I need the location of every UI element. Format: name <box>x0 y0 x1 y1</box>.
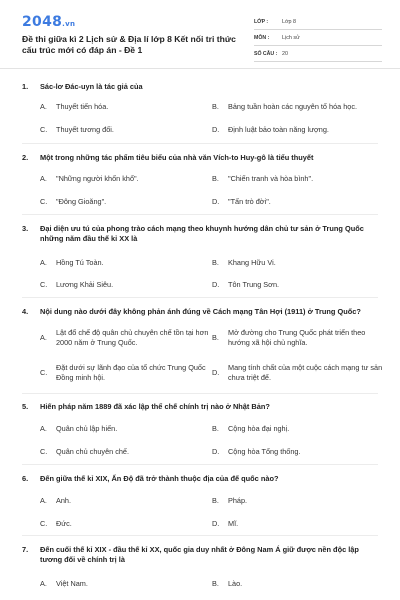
option-text: "Tấn trò đời". <box>228 197 271 206</box>
question-text: Đại diện ưu tú của phong trào cách mạng theo khuynh hướng dân chủ tư sản ở Trung Quốc những năm đầu thế kỉ XX là <box>40 224 364 243</box>
option-text: Lào. <box>228 579 243 588</box>
question-number: 2. <box>22 153 29 162</box>
option-label: C. <box>40 125 48 134</box>
question-header <box>22 82 378 92</box>
question-6 <box>22 474 378 528</box>
option-label: B. <box>212 258 219 267</box>
option-a[interactable] <box>40 328 214 348</box>
meta-question-count <box>254 46 382 62</box>
question-divider <box>22 143 378 144</box>
option-b[interactable] <box>212 258 378 268</box>
option-d[interactable] <box>212 447 378 457</box>
meta-value: 20 <box>282 50 288 57</box>
option-label: D. <box>212 368 220 377</box>
option-label: A. <box>40 102 47 111</box>
question-text: Sác-lơ Đác-uyn là tác giả của <box>40 82 143 91</box>
question-divider <box>22 214 378 215</box>
meta-value: Lịch sử <box>282 34 300 41</box>
option-c[interactable] <box>40 125 206 135</box>
option-label: C. <box>40 519 48 528</box>
question-5 <box>22 402 378 456</box>
option-b[interactable] <box>212 579 378 589</box>
option-b[interactable] <box>212 496 378 506</box>
exam-title: Đề thi giữa kì 2 Lịch sử & Địa lí lớp 8 Kết nối tri thức cấu trúc mới có đáp án - Đề 1 <box>22 34 236 55</box>
question-header <box>22 402 378 412</box>
option-text: Thuyết tiến hóa. <box>56 102 109 111</box>
option-text: Cộng hòa đại nghị. <box>228 424 290 433</box>
option-b[interactable] <box>212 102 383 112</box>
option-label: C. <box>40 368 48 377</box>
option-label: A. <box>40 333 47 342</box>
option-label: A. <box>40 174 47 183</box>
question-number: 7. <box>22 545 29 554</box>
option-text: Định luật bảo toàn năng lượng. <box>228 125 329 134</box>
option-label: B. <box>212 174 219 183</box>
option-label: D. <box>212 280 220 289</box>
option-text: Đức. <box>56 519 72 528</box>
option-text: "Chiến tranh và hòa bình". <box>228 174 314 183</box>
option-text: Mĩ. <box>228 519 239 528</box>
option-text: Thuyết tương đối. <box>56 125 114 134</box>
logo-tld: .vn <box>62 20 76 28</box>
option-text: Mở đường cho Trung Quốc phát triển theo hướng xã hội chủ nghĩa. <box>228 328 366 347</box>
option-d[interactable] <box>212 197 378 207</box>
meta-key: MÔN : <box>254 34 270 41</box>
option-text: Đặt dưới sự lãnh đạo của tổ chức Trung Quốc Đồng minh hội. <box>56 363 206 382</box>
option-text: Lật đổ chế độ quân chủ chuyên chế tồn tại hơn 2000 năm ở Trung Quốc. <box>56 328 209 347</box>
option-text: Khang Hữu Vi. <box>228 258 276 267</box>
option-label: A. <box>40 424 47 433</box>
question-7 <box>22 545 378 588</box>
question-1 <box>22 82 378 134</box>
question-number: 3. <box>22 224 29 233</box>
option-text: Hồng Tú Toàn. <box>56 258 104 267</box>
question-header <box>22 224 378 244</box>
question-divider <box>22 297 378 298</box>
question-number: 4. <box>22 307 29 316</box>
meta-subject <box>254 30 382 46</box>
option-text: Quân chủ lập hiến. <box>56 424 118 433</box>
question-number: 1. <box>22 82 29 91</box>
meta-value: Lớp 8 <box>282 18 297 25</box>
option-b[interactable] <box>212 174 378 184</box>
option-d[interactable] <box>212 519 378 529</box>
option-d[interactable] <box>212 363 386 383</box>
question-text: Đến cuối thế kỉ XIX - đầu thế kỉ XX, quốc gia duy nhất ở Đông Nam Á giữ được nền độc lập tương đối về chính trị là <box>40 545 359 564</box>
question-4 <box>22 307 383 382</box>
question-header <box>22 153 378 163</box>
question-2 <box>22 153 378 206</box>
option-label: A. <box>40 496 47 505</box>
option-a[interactable] <box>40 496 206 506</box>
question-divider <box>22 393 378 394</box>
option-text: Quân chủ chuyên chế. <box>56 447 130 456</box>
question-text: Hiến pháp năm 1889 đã xác lập thể chế chính trị nào ở Nhật Bản? <box>40 402 270 411</box>
option-b[interactable] <box>212 328 386 348</box>
option-label: C. <box>40 447 48 456</box>
question-text: Nội dung nào dưới đây không phản ánh đúng về Cách mạng Tân Hợi (1911) ở Trung Quốc? <box>40 307 361 316</box>
option-text: Cộng hòa Tổng thống. <box>228 447 301 456</box>
logo-text: 2048 <box>22 14 63 30</box>
option-label: B. <box>212 579 219 588</box>
exam-meta <box>254 14 382 62</box>
option-c[interactable] <box>40 447 206 457</box>
option-text: Việt Nam. <box>56 579 88 588</box>
question-header <box>22 307 378 317</box>
option-label: B. <box>212 333 219 342</box>
option-a[interactable] <box>40 174 206 184</box>
option-a[interactable] <box>40 579 206 589</box>
option-c[interactable] <box>40 280 206 290</box>
option-text: Bảng tuần hoàn các nguyên tố hóa học. <box>228 102 358 111</box>
option-label: C. <box>40 280 48 289</box>
question-divider <box>22 535 378 536</box>
option-c[interactable] <box>40 519 206 529</box>
question-number: 6. <box>22 474 29 483</box>
option-b[interactable] <box>212 424 378 434</box>
option-text: Mang tính chất của một cuộc cách mạng tư sản chưa triệt để. <box>228 363 383 382</box>
question-text: Một trong những tác phẩm tiêu biểu của nhà văn Vích-to Huy-gô là tiểu thuyết <box>40 153 314 162</box>
option-a[interactable] <box>40 424 206 434</box>
site-logo[interactable] <box>22 14 75 30</box>
option-label: D. <box>212 197 220 206</box>
option-c[interactable] <box>40 363 214 383</box>
option-label: A. <box>40 258 47 267</box>
option-a[interactable] <box>40 258 206 268</box>
option-c[interactable] <box>40 197 206 207</box>
option-label: C. <box>40 197 48 206</box>
option-text: "Đông Gioăng". <box>56 197 107 206</box>
question-divider <box>22 464 378 465</box>
meta-key: LỚP : <box>254 18 269 25</box>
option-d[interactable] <box>212 125 383 135</box>
option-label: A. <box>40 579 47 588</box>
option-a[interactable] <box>40 102 206 112</box>
meta-grade <box>254 14 382 30</box>
option-label: B. <box>212 424 219 433</box>
option-label: B. <box>212 496 219 505</box>
option-label: D. <box>212 447 220 456</box>
option-text: "Những người khốn khổ". <box>56 174 139 183</box>
option-label: D. <box>212 125 220 134</box>
option-label: B. <box>212 102 219 111</box>
option-label: D. <box>212 519 220 528</box>
option-d[interactable] <box>212 280 378 290</box>
header <box>22 12 382 70</box>
question-3 <box>22 224 378 289</box>
option-text: Pháp. <box>228 496 248 505</box>
header-divider <box>0 68 400 69</box>
question-number: 5. <box>22 402 29 411</box>
option-text: Anh. <box>56 496 72 505</box>
option-text: Lương Khải Siêu. <box>56 280 114 289</box>
option-text: Tôn Trung Sơn. <box>228 280 280 289</box>
question-text: Đến giữa thế kỉ XIX, Ấn Độ đã trở thành thuộc địa của đế quốc nào? <box>40 474 279 483</box>
meta-key: SỐ CÂU : <box>254 50 278 57</box>
question-header <box>22 474 378 484</box>
question-header <box>22 545 378 565</box>
